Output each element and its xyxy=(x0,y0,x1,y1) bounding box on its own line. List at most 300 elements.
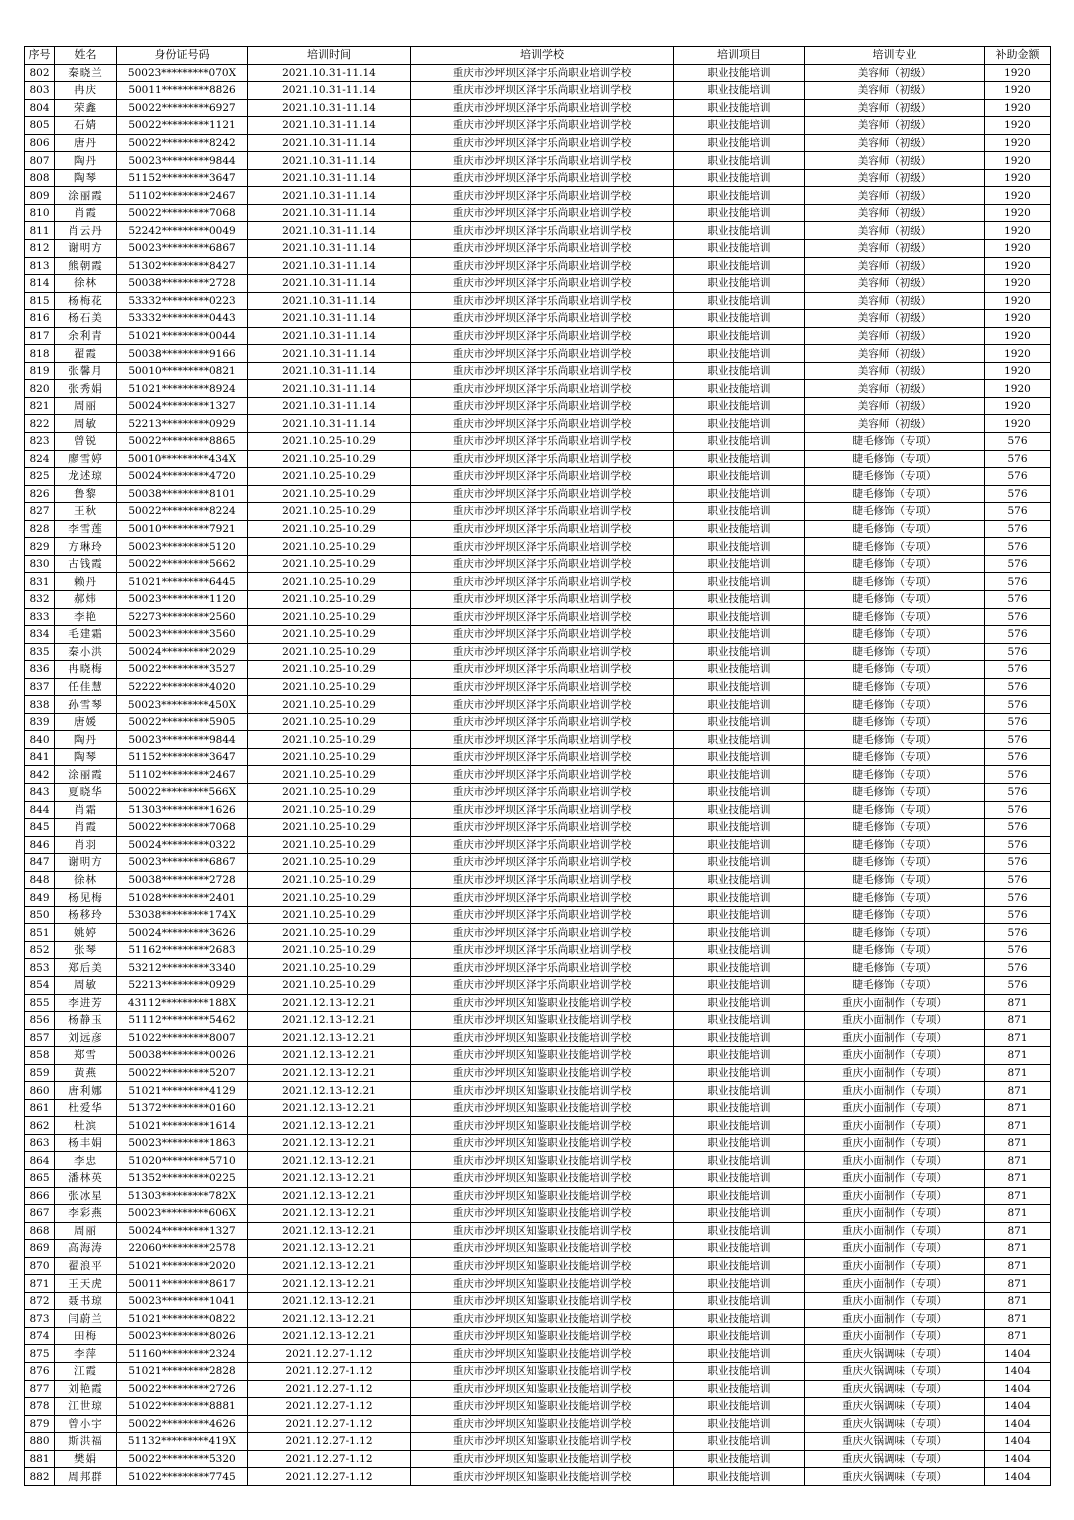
cell-training-school: 重庆市沙坪坝区知鉴职业技能培训学校 xyxy=(411,1433,674,1451)
cell-id-number: 51021*********2020 xyxy=(117,1257,248,1275)
cell-training-item: 职业技能培训 xyxy=(674,801,805,819)
table-row xyxy=(25,1012,1051,1030)
cell-training-time: 2021.10.31-11.14 xyxy=(248,187,411,205)
cell-training-school: 重庆市沙坪坝区泽宇乐尚职业培训学校 xyxy=(411,801,674,819)
cell-id-number: 43112*********188X xyxy=(117,994,248,1012)
cell-training-major: 睫毛修饰（专项） xyxy=(805,643,985,661)
cell-index: 860 xyxy=(25,1082,55,1100)
cell-subsidy-amount: 576 xyxy=(985,573,1051,591)
cell-index: 869 xyxy=(25,1240,55,1258)
cell-training-item: 职业技能培训 xyxy=(674,1064,805,1082)
cell-training-major: 美容师（初级） xyxy=(805,380,985,398)
cell-training-item: 职业技能培训 xyxy=(674,415,805,433)
cell-training-school: 重庆市沙坪坝区泽宇乐尚职业培训学校 xyxy=(411,64,674,82)
cell-name: 郑雪 xyxy=(55,1047,117,1065)
cell-training-major: 睫毛修饰（专项） xyxy=(805,941,985,959)
table-row xyxy=(25,169,1051,187)
cell-subsidy-amount: 871 xyxy=(985,1064,1051,1082)
header-subsidy-amount: 补助金额 xyxy=(985,47,1051,65)
cell-training-major: 睫毛修饰（专项） xyxy=(805,538,985,556)
table-row xyxy=(25,976,1051,994)
cell-index: 867 xyxy=(25,1205,55,1223)
cell-training-school: 重庆市沙坪坝区泽宇乐尚职业培训学校 xyxy=(411,187,674,205)
cell-training-time: 2021.10.31-11.14 xyxy=(248,99,411,117)
cell-name: 李进芳 xyxy=(55,994,117,1012)
cell-subsidy-amount: 1920 xyxy=(985,99,1051,117)
cell-subsidy-amount: 1404 xyxy=(985,1380,1051,1398)
cell-training-item: 职业技能培训 xyxy=(674,924,805,942)
cell-training-school: 重庆市沙坪坝区泽宇乐尚职业培训学校 xyxy=(411,362,674,380)
cell-index: 855 xyxy=(25,994,55,1012)
cell-id-number: 50023*********1041 xyxy=(117,1292,248,1310)
table-row xyxy=(25,1170,1051,1188)
cell-name: 龙述琼 xyxy=(55,468,117,486)
cell-id-number: 50022*********8242 xyxy=(117,134,248,152)
cell-index: 874 xyxy=(25,1327,55,1345)
table-row xyxy=(25,626,1051,644)
cell-subsidy-amount: 1404 xyxy=(985,1433,1051,1451)
cell-training-item: 职业技能培训 xyxy=(674,906,805,924)
cell-id-number: 50024*********4720 xyxy=(117,468,248,486)
cell-training-major: 美容师（初级） xyxy=(805,82,985,100)
cell-subsidy-amount: 871 xyxy=(985,1187,1051,1205)
cell-index: 836 xyxy=(25,661,55,679)
cell-training-major: 重庆小面制作（专项） xyxy=(805,1099,985,1117)
cell-training-item: 职业技能培训 xyxy=(674,1433,805,1451)
cell-training-major: 美容师（初级） xyxy=(805,117,985,135)
cell-subsidy-amount: 1920 xyxy=(985,275,1051,293)
cell-training-time: 2021.12.13-12.21 xyxy=(248,994,411,1012)
cell-training-time: 2021.10.25-10.29 xyxy=(248,906,411,924)
cell-training-time: 2021.12.13-12.21 xyxy=(248,1117,411,1135)
cell-subsidy-amount: 576 xyxy=(985,520,1051,538)
cell-training-school: 重庆市沙坪坝区泽宇乐尚职业培训学校 xyxy=(411,240,674,258)
cell-training-major: 睫毛修饰（专项） xyxy=(805,906,985,924)
table-row xyxy=(25,819,1051,837)
table-row xyxy=(25,538,1051,556)
table-row xyxy=(25,731,1051,749)
cell-training-time: 2021.10.31-11.14 xyxy=(248,134,411,152)
table-row xyxy=(25,345,1051,363)
cell-training-time: 2021.10.25-10.29 xyxy=(248,748,411,766)
cell-training-major: 睫毛修饰（专项） xyxy=(805,590,985,608)
cell-name: 姚婷 xyxy=(55,924,117,942)
cell-id-number: 50024*********1327 xyxy=(117,397,248,415)
cell-id-number: 51160*********2324 xyxy=(117,1345,248,1363)
cell-training-item: 职业技能培训 xyxy=(674,871,805,889)
cell-subsidy-amount: 576 xyxy=(985,731,1051,749)
cell-subsidy-amount: 1920 xyxy=(985,134,1051,152)
cell-id-number: 51152*********3647 xyxy=(117,748,248,766)
cell-training-item: 职业技能培训 xyxy=(674,538,805,556)
cell-training-school: 重庆市沙坪坝区泽宇乐尚职业培训学校 xyxy=(411,397,674,415)
cell-training-major: 睫毛修饰（专项） xyxy=(805,783,985,801)
cell-name: 夏晓华 xyxy=(55,783,117,801)
table-row xyxy=(25,1257,1051,1275)
cell-training-time: 2021.10.31-11.14 xyxy=(248,292,411,310)
cell-index: 858 xyxy=(25,1047,55,1065)
cell-index: 837 xyxy=(25,678,55,696)
cell-training-time: 2021.10.25-10.29 xyxy=(248,713,411,731)
cell-name: 毛建霜 xyxy=(55,626,117,644)
cell-training-school: 重庆市沙坪坝区知鉴职业技能培训学校 xyxy=(411,1029,674,1047)
cell-training-school: 重庆市沙坪坝区泽宇乐尚职业培训学校 xyxy=(411,626,674,644)
table-row xyxy=(25,1310,1051,1328)
cell-index: 821 xyxy=(25,397,55,415)
cell-id-number: 52242*********0049 xyxy=(117,222,248,240)
table-row xyxy=(25,1468,1051,1486)
cell-name: 闫蔚兰 xyxy=(55,1310,117,1328)
cell-training-time: 2021.10.25-10.29 xyxy=(248,854,411,872)
cell-subsidy-amount: 1404 xyxy=(985,1398,1051,1416)
cell-name: 曾锐 xyxy=(55,433,117,451)
cell-training-time: 2021.10.25-10.29 xyxy=(248,608,411,626)
cell-training-school: 重庆市沙坪坝区泽宇乐尚职业培训学校 xyxy=(411,82,674,100)
table-row xyxy=(25,854,1051,872)
cell-training-item: 职业技能培训 xyxy=(674,661,805,679)
cell-training-school: 重庆市沙坪坝区知鉴职业技能培训学校 xyxy=(411,1327,674,1345)
cell-training-time: 2021.12.13-12.21 xyxy=(248,1152,411,1170)
cell-name: 张琴 xyxy=(55,941,117,959)
cell-training-item: 职业技能培训 xyxy=(674,152,805,170)
cell-subsidy-amount: 576 xyxy=(985,590,1051,608)
cell-name: 郑后美 xyxy=(55,959,117,977)
cell-index: 834 xyxy=(25,626,55,644)
cell-training-item: 职业技能培训 xyxy=(674,362,805,380)
cell-index: 852 xyxy=(25,941,55,959)
table-row xyxy=(25,1275,1051,1293)
cell-id-number: 51112*********5462 xyxy=(117,1012,248,1030)
cell-training-item: 职业技能培训 xyxy=(674,1134,805,1152)
cell-index: 804 xyxy=(25,99,55,117)
cell-id-number: 50023*********6867 xyxy=(117,854,248,872)
cell-training-time: 2021.12.13-12.21 xyxy=(248,1275,411,1293)
cell-id-number: 50022*********8224 xyxy=(117,503,248,521)
cell-id-number: 51152*********3647 xyxy=(117,169,248,187)
cell-training-school: 重庆市沙坪坝区知鉴职业技能培训学校 xyxy=(411,1222,674,1240)
cell-training-item: 职业技能培训 xyxy=(674,433,805,451)
cell-subsidy-amount: 576 xyxy=(985,713,1051,731)
cell-name: 徐林 xyxy=(55,871,117,889)
cell-id-number: 51020*********5710 xyxy=(117,1152,248,1170)
cell-training-school: 重庆市沙坪坝区知鉴职业技能培训学校 xyxy=(411,1415,674,1433)
cell-training-major: 重庆小面制作（专项） xyxy=(805,1082,985,1100)
cell-index: 835 xyxy=(25,643,55,661)
cell-subsidy-amount: 1920 xyxy=(985,310,1051,328)
cell-name: 周敏 xyxy=(55,976,117,994)
cell-training-major: 重庆火锅调味（专项） xyxy=(805,1398,985,1416)
cell-training-school: 重庆市沙坪坝区泽宇乐尚职业培训学校 xyxy=(411,766,674,784)
cell-subsidy-amount: 576 xyxy=(985,959,1051,977)
table-row xyxy=(25,748,1051,766)
cell-index: 877 xyxy=(25,1380,55,1398)
cell-name: 肖霞 xyxy=(55,819,117,837)
cell-name: 唐媛 xyxy=(55,713,117,731)
cell-training-item: 职业技能培训 xyxy=(674,397,805,415)
cell-training-time: 2021.10.31-11.14 xyxy=(248,275,411,293)
cell-training-major: 美容师（初级） xyxy=(805,152,985,170)
cell-training-item: 职业技能培训 xyxy=(674,941,805,959)
cell-training-major: 睫毛修饰（专项） xyxy=(805,608,985,626)
cell-training-major: 睫毛修饰（专项） xyxy=(805,450,985,468)
cell-index: 870 xyxy=(25,1257,55,1275)
cell-index: 839 xyxy=(25,713,55,731)
cell-training-school: 重庆市沙坪坝区知鉴职业技能培训学校 xyxy=(411,1257,674,1275)
cell-training-school: 重庆市沙坪坝区泽宇乐尚职业培训学校 xyxy=(411,661,674,679)
cell-id-number: 53212*********3340 xyxy=(117,959,248,977)
cell-subsidy-amount: 871 xyxy=(985,1170,1051,1188)
table-row xyxy=(25,450,1051,468)
cell-name: 杨梅花 xyxy=(55,292,117,310)
cell-id-number: 51021*********1614 xyxy=(117,1117,248,1135)
cell-subsidy-amount: 871 xyxy=(985,1327,1051,1345)
cell-id-number: 50023*********1863 xyxy=(117,1134,248,1152)
cell-training-item: 职业技能培训 xyxy=(674,1398,805,1416)
table-row xyxy=(25,836,1051,854)
cell-training-major: 美容师（初级） xyxy=(805,134,985,152)
cell-training-major: 重庆火锅调味（专项） xyxy=(805,1433,985,1451)
cell-training-school: 重庆市沙坪坝区泽宇乐尚职业培训学校 xyxy=(411,590,674,608)
cell-training-major: 睫毛修饰（专项） xyxy=(805,819,985,837)
cell-id-number: 50022*********6927 xyxy=(117,99,248,117)
cell-training-major: 美容师（初级） xyxy=(805,327,985,345)
cell-training-school: 重庆市沙坪坝区知鉴职业技能培训学校 xyxy=(411,994,674,1012)
cell-training-school: 重庆市沙坪坝区泽宇乐尚职业培训学校 xyxy=(411,889,674,907)
cell-id-number: 50024*********0322 xyxy=(117,836,248,854)
cell-training-major: 睫毛修饰（专项） xyxy=(805,854,985,872)
cell-training-time: 2021.10.25-10.29 xyxy=(248,819,411,837)
cell-training-item: 职业技能培训 xyxy=(674,994,805,1012)
cell-name: 孙雪琴 xyxy=(55,696,117,714)
table-row xyxy=(25,240,1051,258)
cell-training-time: 2021.12.13-12.21 xyxy=(248,1012,411,1030)
cell-training-item: 职业技能培训 xyxy=(674,1363,805,1381)
cell-training-major: 睫毛修饰（专项） xyxy=(805,696,985,714)
cell-id-number: 51022*********7745 xyxy=(117,1468,248,1486)
table-row xyxy=(25,696,1051,714)
cell-index: 806 xyxy=(25,134,55,152)
cell-training-item: 职业技能培训 xyxy=(674,1187,805,1205)
header-training-major: 培训专业 xyxy=(805,47,985,65)
cell-name: 冉庆 xyxy=(55,82,117,100)
cell-id-number: 50038*********2728 xyxy=(117,871,248,889)
cell-id-number: 50022*********7068 xyxy=(117,204,248,222)
table-row xyxy=(25,1380,1051,1398)
cell-training-item: 职业技能培训 xyxy=(674,1257,805,1275)
cell-training-school: 重庆市沙坪坝区知鉴职业技能培训学校 xyxy=(411,1099,674,1117)
cell-subsidy-amount: 576 xyxy=(985,924,1051,942)
cell-training-major: 重庆火锅调味（专项） xyxy=(805,1345,985,1363)
cell-id-number: 51102*********2467 xyxy=(117,187,248,205)
cell-training-major: 美容师（初级） xyxy=(805,292,985,310)
cell-subsidy-amount: 871 xyxy=(985,1240,1051,1258)
cell-id-number: 51028*********2401 xyxy=(117,889,248,907)
cell-name: 周丽 xyxy=(55,1222,117,1240)
cell-subsidy-amount: 871 xyxy=(985,1082,1051,1100)
cell-training-major: 重庆小面制作（专项） xyxy=(805,1292,985,1310)
cell-training-school: 重庆市沙坪坝区泽宇乐尚职业培训学校 xyxy=(411,380,674,398)
cell-index: 832 xyxy=(25,590,55,608)
cell-training-major: 重庆小面制作（专项） xyxy=(805,1047,985,1065)
cell-name: 杨移玲 xyxy=(55,906,117,924)
cell-index: 876 xyxy=(25,1363,55,1381)
cell-training-time: 2021.10.31-11.14 xyxy=(248,152,411,170)
cell-training-major: 美容师（初级） xyxy=(805,64,985,82)
table-row xyxy=(25,397,1051,415)
cell-subsidy-amount: 1920 xyxy=(985,64,1051,82)
table-row xyxy=(25,1433,1051,1451)
cell-id-number: 53038*********174X xyxy=(117,906,248,924)
cell-index: 881 xyxy=(25,1450,55,1468)
cell-index: 830 xyxy=(25,555,55,573)
table-row xyxy=(25,362,1051,380)
cell-index: 829 xyxy=(25,538,55,556)
cell-training-item: 职业技能培训 xyxy=(674,82,805,100)
cell-training-major: 美容师（初级） xyxy=(805,415,985,433)
cell-subsidy-amount: 1920 xyxy=(985,362,1051,380)
cell-subsidy-amount: 871 xyxy=(985,1099,1051,1117)
cell-index: 817 xyxy=(25,327,55,345)
cell-index: 854 xyxy=(25,976,55,994)
cell-subsidy-amount: 1404 xyxy=(985,1345,1051,1363)
cell-training-major: 美容师（初级） xyxy=(805,187,985,205)
table-row xyxy=(25,1450,1051,1468)
cell-training-item: 职业技能培训 xyxy=(674,310,805,328)
cell-training-major: 重庆小面制作（专项） xyxy=(805,1222,985,1240)
cell-id-number: 51303*********1626 xyxy=(117,801,248,819)
cell-training-major: 睫毛修饰（专项） xyxy=(805,836,985,854)
cell-id-number: 50023*********5120 xyxy=(117,538,248,556)
cell-training-time: 2021.10.25-10.29 xyxy=(248,871,411,889)
cell-training-time: 2021.12.27-1.12 xyxy=(248,1363,411,1381)
cell-training-item: 职业技能培训 xyxy=(674,380,805,398)
cell-training-item: 职业技能培训 xyxy=(674,1310,805,1328)
cell-training-major: 重庆小面制作（专项） xyxy=(805,994,985,1012)
cell-training-item: 职业技能培训 xyxy=(674,643,805,661)
cell-training-time: 2021.12.13-12.21 xyxy=(248,1187,411,1205)
cell-index: 872 xyxy=(25,1292,55,1310)
cell-training-item: 职业技能培训 xyxy=(674,976,805,994)
cell-subsidy-amount: 1920 xyxy=(985,257,1051,275)
cell-index: 861 xyxy=(25,1099,55,1117)
cell-training-time: 2021.12.13-12.21 xyxy=(248,1082,411,1100)
cell-training-time: 2021.12.27-1.12 xyxy=(248,1450,411,1468)
cell-index: 868 xyxy=(25,1222,55,1240)
cell-name: 周丽 xyxy=(55,397,117,415)
cell-subsidy-amount: 576 xyxy=(985,643,1051,661)
cell-subsidy-amount: 576 xyxy=(985,468,1051,486)
cell-training-time: 2021.10.25-10.29 xyxy=(248,590,411,608)
cell-training-time: 2021.12.27-1.12 xyxy=(248,1415,411,1433)
cell-training-time: 2021.10.31-11.14 xyxy=(248,64,411,82)
cell-training-item: 职业技能培训 xyxy=(674,292,805,310)
cell-subsidy-amount: 576 xyxy=(985,976,1051,994)
cell-id-number: 52213*********0929 xyxy=(117,976,248,994)
header-id-number: 身份证号码 xyxy=(117,47,248,65)
cell-training-item: 职业技能培训 xyxy=(674,64,805,82)
cell-training-school: 重庆市沙坪坝区知鉴职业技能培训学校 xyxy=(411,1450,674,1468)
cell-training-major: 重庆火锅调味（专项） xyxy=(805,1363,985,1381)
table-row xyxy=(25,380,1051,398)
cell-name: 方琳玲 xyxy=(55,538,117,556)
cell-id-number: 51372*********0160 xyxy=(117,1099,248,1117)
cell-training-time: 2021.12.13-12.21 xyxy=(248,1205,411,1223)
cell-training-school: 重庆市沙坪坝区泽宇乐尚职业培训学校 xyxy=(411,152,674,170)
cell-training-item: 职业技能培训 xyxy=(674,1099,805,1117)
table-row xyxy=(25,959,1051,977)
cell-training-school: 重庆市沙坪坝区泽宇乐尚职业培训学校 xyxy=(411,520,674,538)
cell-training-school: 重庆市沙坪坝区泽宇乐尚职业培训学校 xyxy=(411,204,674,222)
cell-name: 斯洪福 xyxy=(55,1433,117,1451)
cell-training-item: 职业技能培训 xyxy=(674,836,805,854)
cell-training-time: 2021.10.25-10.29 xyxy=(248,450,411,468)
cell-training-time: 2021.10.25-10.29 xyxy=(248,959,411,977)
cell-id-number: 50010*********434X xyxy=(117,450,248,468)
cell-index: 833 xyxy=(25,608,55,626)
table-row xyxy=(25,678,1051,696)
table-row xyxy=(25,1415,1051,1433)
cell-name: 李彩燕 xyxy=(55,1205,117,1223)
cell-subsidy-amount: 576 xyxy=(985,871,1051,889)
cell-subsidy-amount: 1404 xyxy=(985,1415,1051,1433)
cell-name: 肖羽 xyxy=(55,836,117,854)
cell-training-item: 职业技能培训 xyxy=(674,1222,805,1240)
table-row xyxy=(25,783,1051,801)
cell-id-number: 50022*********8865 xyxy=(117,433,248,451)
cell-training-school: 重庆市沙坪坝区知鉴职业技能培训学校 xyxy=(411,1398,674,1416)
cell-training-school: 重庆市沙坪坝区泽宇乐尚职业培训学校 xyxy=(411,555,674,573)
cell-subsidy-amount: 1920 xyxy=(985,327,1051,345)
cell-training-major: 睫毛修饰（专项） xyxy=(805,573,985,591)
cell-training-major: 重庆小面制作（专项） xyxy=(805,1257,985,1275)
cell-training-major: 睫毛修饰（专项） xyxy=(805,713,985,731)
cell-training-major: 美容师（初级） xyxy=(805,310,985,328)
cell-training-major: 美容师（初级） xyxy=(805,204,985,222)
cell-training-time: 2021.10.25-10.29 xyxy=(248,941,411,959)
cell-index: 865 xyxy=(25,1170,55,1188)
cell-training-item: 职业技能培训 xyxy=(674,713,805,731)
cell-training-time: 2021.10.31-11.14 xyxy=(248,204,411,222)
cell-training-time: 2021.12.13-12.21 xyxy=(248,1029,411,1047)
cell-training-major: 美容师（初级） xyxy=(805,275,985,293)
cell-training-item: 职业技能培训 xyxy=(674,275,805,293)
cell-training-time: 2021.10.31-11.14 xyxy=(248,310,411,328)
cell-index: 815 xyxy=(25,292,55,310)
cell-training-time: 2021.12.13-12.21 xyxy=(248,1099,411,1117)
cell-training-time: 2021.10.25-10.29 xyxy=(248,731,411,749)
cell-name: 古钱霞 xyxy=(55,555,117,573)
cell-id-number: 50024*********1327 xyxy=(117,1222,248,1240)
cell-name: 李忠 xyxy=(55,1152,117,1170)
cell-training-school: 重庆市沙坪坝区泽宇乐尚职业培训学校 xyxy=(411,327,674,345)
cell-subsidy-amount: 871 xyxy=(985,1134,1051,1152)
cell-index: 813 xyxy=(25,257,55,275)
cell-training-time: 2021.10.31-11.14 xyxy=(248,82,411,100)
cell-training-major: 重庆火锅调味（专项） xyxy=(805,1380,985,1398)
cell-subsidy-amount: 871 xyxy=(985,1117,1051,1135)
cell-subsidy-amount: 576 xyxy=(985,678,1051,696)
table-row xyxy=(25,310,1051,328)
cell-training-major: 重庆小面制作（专项） xyxy=(805,1187,985,1205)
cell-subsidy-amount: 871 xyxy=(985,1012,1051,1030)
cell-training-time: 2021.10.25-10.29 xyxy=(248,836,411,854)
cell-training-school: 重庆市沙坪坝区泽宇乐尚职业培训学校 xyxy=(411,871,674,889)
cell-subsidy-amount: 1920 xyxy=(985,397,1051,415)
cell-index: 875 xyxy=(25,1345,55,1363)
cell-training-item: 职业技能培训 xyxy=(674,1240,805,1258)
cell-training-major: 睫毛修饰（专项） xyxy=(805,889,985,907)
cell-training-time: 2021.12.13-12.21 xyxy=(248,1310,411,1328)
